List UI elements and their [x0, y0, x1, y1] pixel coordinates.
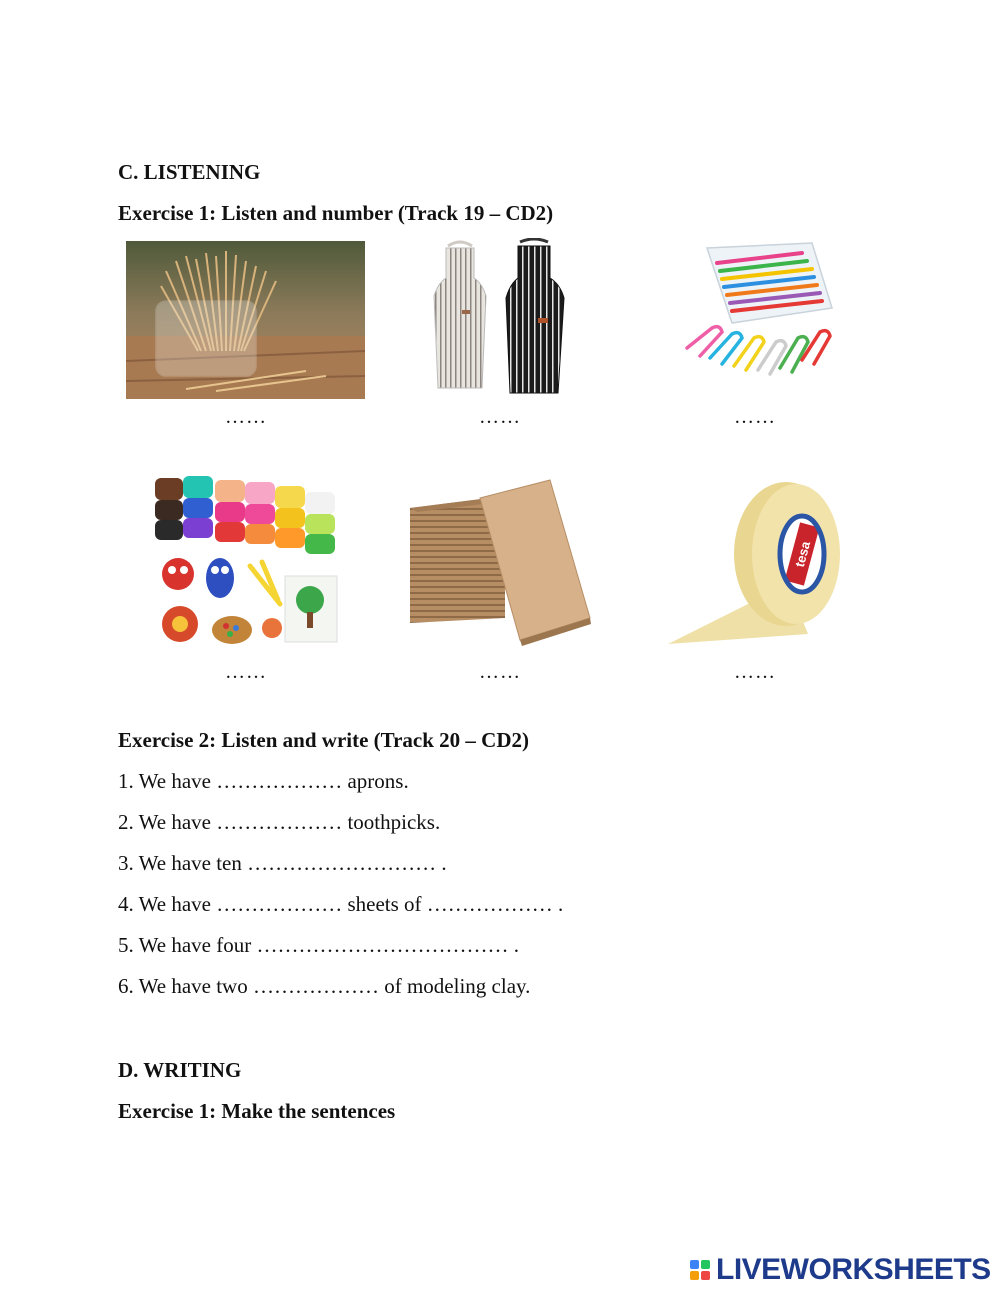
- answer-blank-1[interactable]: ……: [225, 406, 267, 428]
- exercise2-title: Exercise 2: Listen and write (Track 20 – CD2): [118, 728, 529, 752]
- sentence-4[interactable]: 4. We have ……………… sheets of ……………… .: [118, 892, 564, 916]
- sentence-2[interactable]: 2. We have ……………… toothpicks.: [118, 810, 441, 834]
- exercise1-title: Exercise 1: Listen and number (Track 19 – CD2): [118, 201, 554, 225]
- liveworksheets-blocks-icon: [690, 1260, 710, 1280]
- modeling-clay-image: [150, 474, 340, 650]
- section-writing-title: D. WRITING: [118, 1058, 242, 1082]
- cardboard-image: [405, 478, 595, 646]
- tape-brand-text: tesa: [791, 539, 814, 569]
- writing-exercise1-title: Exercise 1: Make the sentences: [118, 1099, 396, 1123]
- toothpicks-image: [126, 241, 365, 399]
- section-listening-title: C. LISTENING: [118, 160, 261, 184]
- answer-blank-3[interactable]: ……: [734, 406, 776, 428]
- sentence-5[interactable]: 5. We have four ……………………………… .: [118, 933, 519, 957]
- tape-image: [668, 474, 843, 646]
- answer-blank-2[interactable]: ……: [479, 406, 521, 428]
- answer-blank-4[interactable]: ……: [225, 661, 267, 683]
- answer-blank-6[interactable]: ……: [734, 661, 776, 683]
- liveworksheets-logo[interactable]: [690, 1253, 991, 1287]
- paper-clips-image: [672, 238, 842, 388]
- logo-text: LIVEWORKSHEETS: [716, 1253, 991, 1286]
- sentence-1[interactable]: 1. We have ……………… aprons.: [118, 769, 409, 793]
- aprons-image: [420, 238, 580, 398]
- answer-blank-5[interactable]: ……: [479, 661, 521, 683]
- sentence-6[interactable]: 6. We have two ……………… of modeling clay.: [118, 974, 531, 998]
- sentence-3[interactable]: 3. We have ten ……………………… .: [118, 851, 447, 875]
